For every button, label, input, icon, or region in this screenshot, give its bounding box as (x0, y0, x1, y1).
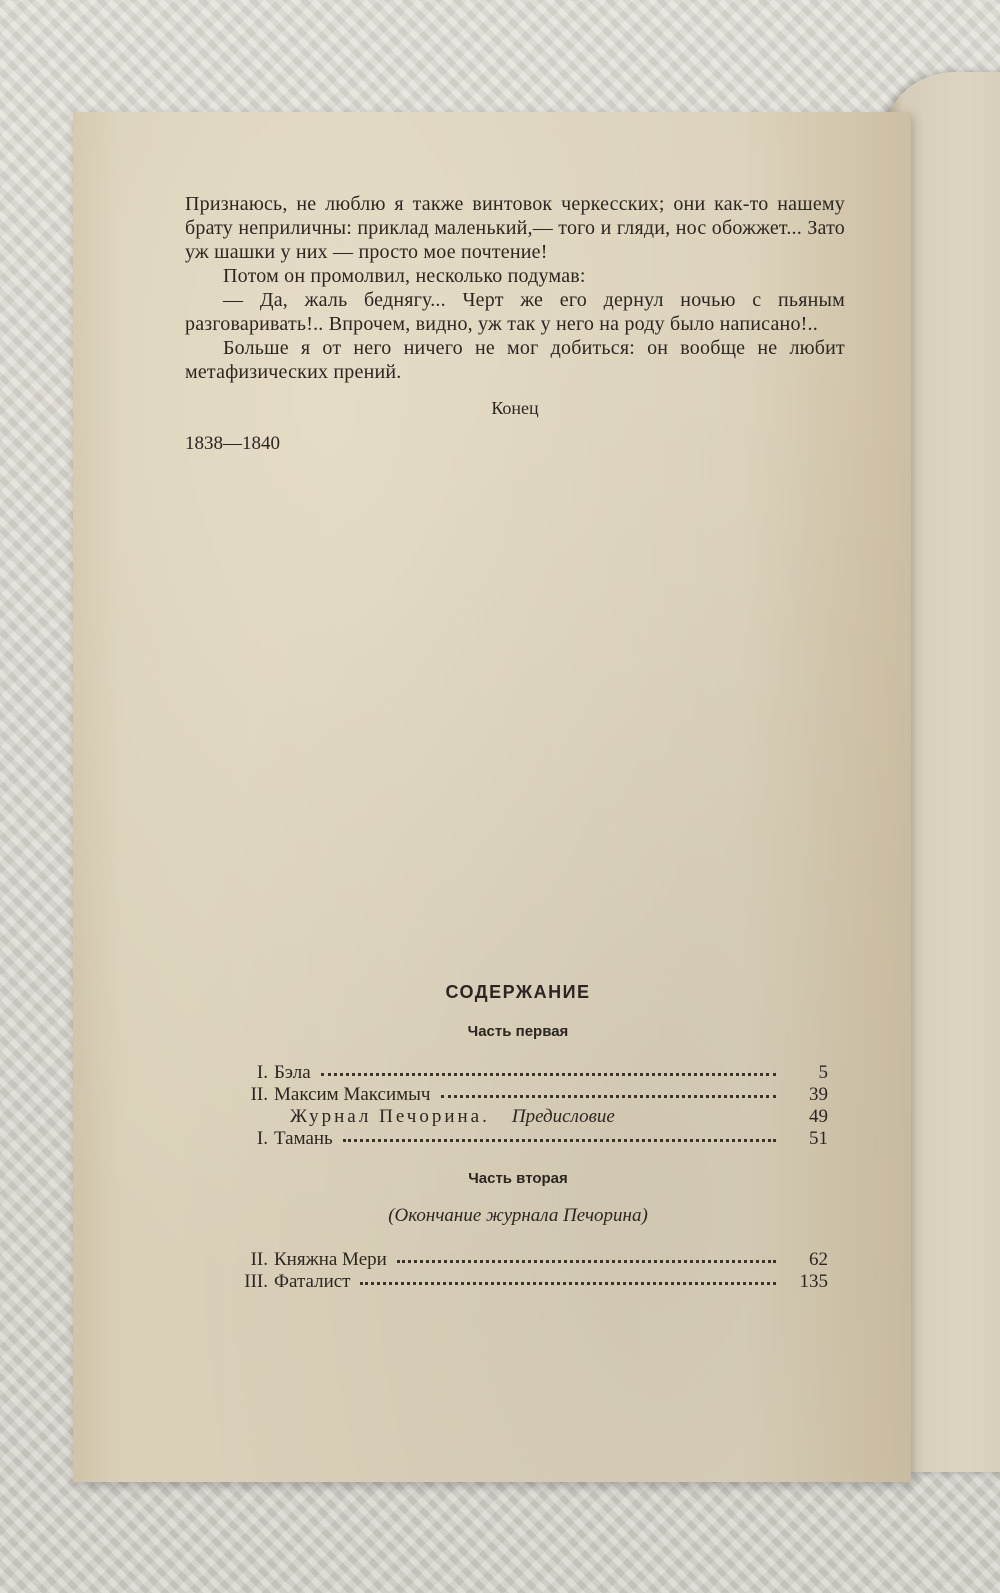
toc-entry-number: I. (256, 1062, 268, 1083)
book-page (73, 112, 911, 1482)
toc-leader-dots (343, 1139, 776, 1142)
table-of-contents (208, 982, 828, 1293)
toc-entry-number: III. (244, 1271, 268, 1292)
toc-entry-number: II. (250, 1084, 268, 1105)
toc-entry-title: Журнал Печорина. (290, 1106, 490, 1127)
toc-entry-page: 51 (809, 1128, 828, 1149)
date-label: 1838—1840 (185, 433, 280, 454)
paragraph-4: Больше я от него ничего не мог добиться: он вообще не любит метафизических прений. (185, 337, 845, 383)
toc-entry (208, 1084, 828, 1106)
paragraph-2: Потом он промолвил, несколько подумав: (223, 265, 586, 287)
toc-entry-page: 5 (818, 1062, 828, 1083)
end-label: Конец (491, 398, 539, 418)
toc-entry (208, 1106, 828, 1128)
toc-leader-dots (397, 1260, 776, 1263)
toc-entry (208, 1062, 828, 1084)
toc-entry-subtitle: Предисловие (511, 1106, 615, 1127)
toc-leader-dots (360, 1282, 776, 1285)
toc-leader-dots (321, 1073, 776, 1076)
toc-entry (208, 1271, 828, 1293)
toc-entry-title: Максим Максимыч (274, 1084, 431, 1105)
toc-entry-number: II. (250, 1249, 268, 1270)
toc-entry-number: I. (256, 1128, 268, 1149)
toc-entry (208, 1128, 828, 1150)
part1-title: Часть первая (467, 1023, 569, 1040)
paragraph-1: Признаюсь, не люблю я также винтовок черкесских; они как-то нашему брату неприличны: приклад маленький,— того и гляди, нос обожжет... Зато уж шашки у них — просто мое почтение! (185, 193, 845, 263)
part2-note: (Окончание журнала Печорина) (388, 1205, 648, 1226)
toc-entry-title: Фаталист (274, 1271, 351, 1292)
toc-entry-title: Бэла (274, 1062, 311, 1083)
part2-list (208, 1249, 828, 1293)
text-block (185, 192, 845, 455)
toc-entry-page: 39 (809, 1084, 828, 1105)
paragraph-3: — Да, жаль беднягу... Черт же его дернул ночью с пьяным разговаривать!.. Впрочем, видно, уж так у него на роду было написано!.. (185, 289, 845, 335)
toc-title: СОДЕРЖАНИЕ (445, 982, 591, 1002)
toc-entry-page: 62 (809, 1249, 828, 1270)
toc-entry-title: Княжна Мери (274, 1249, 387, 1270)
part2-title: Часть вторая (468, 1170, 568, 1187)
toc-entry-title: Тамань (274, 1128, 333, 1149)
toc-leader-dots (441, 1095, 777, 1098)
toc-entry-page: 135 (799, 1271, 828, 1292)
toc-entry (208, 1249, 828, 1271)
part1-list (208, 1062, 828, 1150)
toc-entry-page: 49 (809, 1106, 828, 1127)
